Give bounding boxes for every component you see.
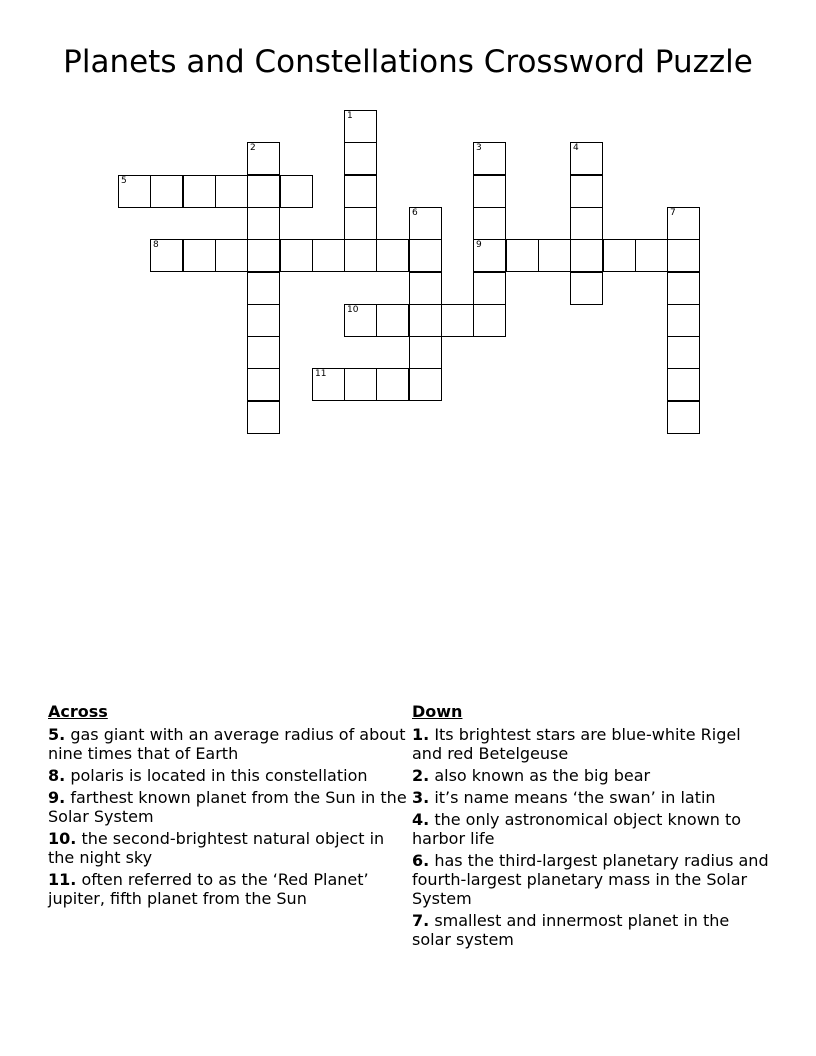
down-clues [412,702,772,952]
clue-number: 4. [412,810,430,829]
cell-number: 3 [476,143,482,153]
grid-cell[interactable] [473,239,506,272]
grid-cell[interactable] [247,142,280,175]
grid-cell[interactable] [312,368,345,401]
clue-text: often referred to as the ‘Red Planet’ jupiter, fifth planet from the Sun [48,870,369,908]
grid-cell[interactable] [473,207,506,240]
cell-number: 7 [670,208,676,218]
grid-cell[interactable] [635,239,668,272]
grid-cell[interactable] [409,304,442,337]
grid-cell[interactable] [280,175,313,208]
grid-cell[interactable] [473,272,506,305]
grid-cell[interactable] [215,175,248,208]
grid-cell[interactable] [441,304,474,337]
grid-cell[interactable] [570,207,603,240]
grid-cell[interactable] [506,239,539,272]
grid-cell[interactable] [473,304,506,337]
grid-cell[interactable] [344,368,377,401]
grid-cell[interactable] [376,304,409,337]
grid-cell[interactable] [570,239,603,272]
grid-cell[interactable] [667,272,700,305]
clue-text: gas giant with an average radius of about nine times that of Earth [48,725,406,763]
clue-text: smallest and innermost planet in the solar system [412,911,730,949]
grid-cell[interactable] [667,239,700,272]
clue-across-10 [48,829,408,867]
grid-cell[interactable] [667,368,700,401]
grid-cell[interactable] [344,239,377,272]
grid-cell[interactable] [603,239,636,272]
clue-text: has the third-largest planetary radius and fourth-largest planetary mass in the Solar System [412,851,769,908]
grid-cell[interactable] [538,239,571,272]
grid-cell[interactable] [409,368,442,401]
clue-down-6 [412,851,772,908]
grid-cell[interactable] [150,239,183,272]
grid-cell[interactable] [247,207,280,240]
clue-text: the only astronomical object known to harbor life [412,810,742,848]
clue-down-7 [412,911,772,949]
grid-cell[interactable] [183,239,216,272]
grid-cell[interactable] [473,142,506,175]
clue-across-5 [48,725,408,763]
grid-cell[interactable] [667,336,700,369]
grid-cell[interactable] [473,175,506,208]
grid-cell[interactable] [344,207,377,240]
clue-number: 10. [48,829,77,848]
clue-text: farthest known planet from the Sun in the Solar System [48,788,407,826]
grid-cell[interactable] [247,239,280,272]
clue-across-9 [48,788,408,826]
page-title: Planets and Constellations Crossword Puzzle [63,44,753,80]
grid-cell[interactable] [247,304,280,337]
grid-cell[interactable] [344,304,377,337]
clue-down-3 [412,788,772,807]
clue-across-8 [48,766,408,785]
grid-cell[interactable] [667,401,700,434]
cell-number: 11 [315,369,327,379]
clue-number: 7. [412,911,430,930]
cell-number: 4 [573,143,579,153]
clue-down-4 [412,810,772,848]
clue-number: 9. [48,788,66,807]
clue-number: 6. [412,851,430,870]
grid-cell[interactable] [247,175,280,208]
clue-down-1 [412,725,772,763]
across-heading: Across [48,702,108,721]
grid-cell[interactable] [409,336,442,369]
clue-number: 3. [412,788,430,807]
grid-cell[interactable] [667,304,700,337]
grid-cell[interactable] [344,110,377,143]
grid-cell[interactable] [280,239,313,272]
grid-cell[interactable] [409,207,442,240]
grid-cell[interactable] [409,272,442,305]
clue-text: also known as the big bear [434,766,651,785]
cell-number: 1 [347,111,353,121]
clue-text: polaris is located in this constellation [70,766,368,785]
grid-cell[interactable] [215,239,248,272]
grid-cell[interactable] [150,175,183,208]
grid-cell[interactable] [118,175,151,208]
cell-number: 8 [153,240,159,250]
grid-cell[interactable] [247,272,280,305]
grid-cell[interactable] [312,239,345,272]
grid-cell[interactable] [344,175,377,208]
clue-text: the second-brightest natural object in the night sky [48,829,385,867]
down-heading: Down [412,702,463,721]
clue-number: 1. [412,725,430,744]
grid-cell[interactable] [344,142,377,175]
clue-number: 5. [48,725,66,744]
clue-down-2 [412,766,772,785]
grid-cell[interactable] [409,239,442,272]
clue-number: 11. [48,870,77,889]
clue-text: Its brightest stars are blue-white Rigel and red Betelgeuse [412,725,741,763]
cell-number: 2 [250,143,256,153]
cell-number: 6 [412,208,418,218]
grid-cell[interactable] [376,368,409,401]
grid-cell[interactable] [570,272,603,305]
clue-across-11 [48,870,408,908]
grid-cell[interactable] [183,175,216,208]
clue-number: 2. [412,766,430,785]
grid-cell[interactable] [247,401,280,434]
cell-number: 10 [347,305,359,315]
grid-cell[interactable] [570,175,603,208]
across-clues [48,702,408,911]
cell-number: 5 [121,176,127,186]
grid-cell[interactable] [376,239,409,272]
clue-text: it’s name means ‘the swan’ in latin [434,788,716,807]
grid-cell[interactable] [570,142,603,175]
cell-number: 9 [476,240,482,250]
clue-number: 8. [48,766,66,785]
grid-cell[interactable] [247,368,280,401]
grid-cell[interactable] [667,207,700,240]
grid-cell[interactable] [247,336,280,369]
